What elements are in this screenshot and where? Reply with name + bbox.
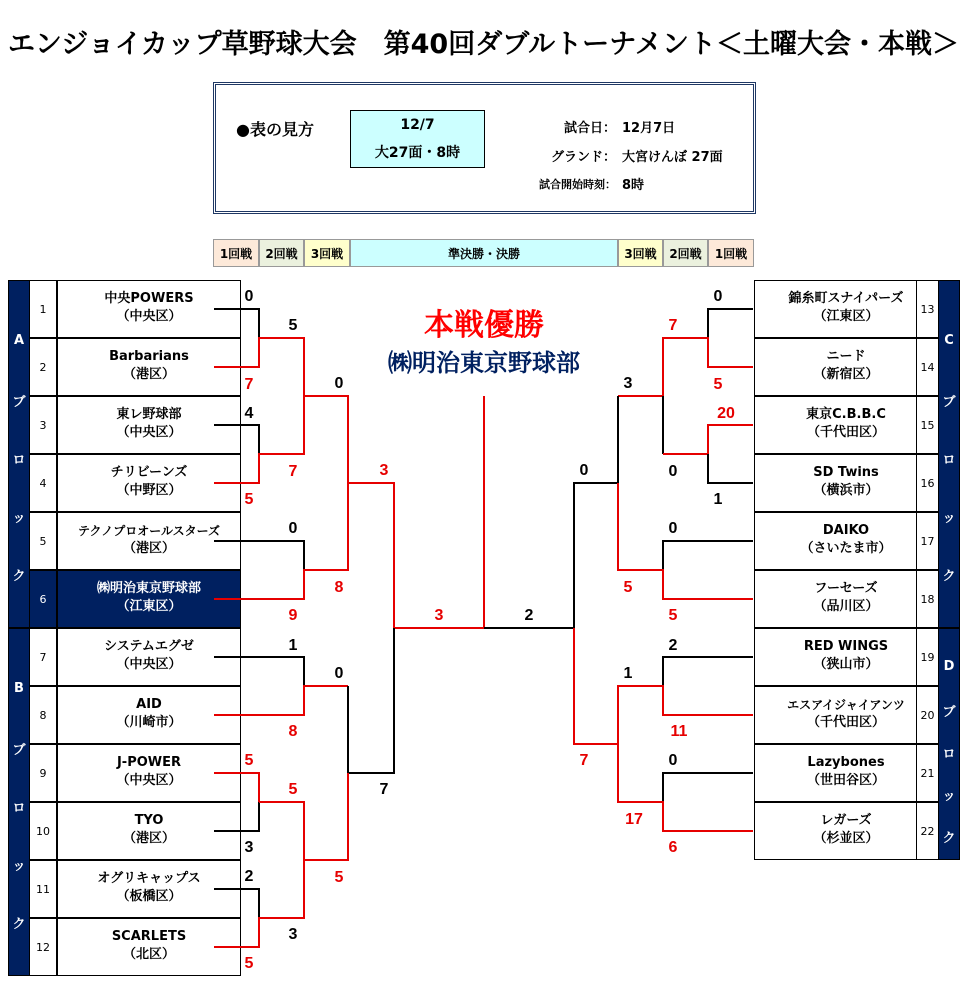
team-name: Barbarians	[109, 349, 189, 364]
block-a-char: ク	[12, 569, 26, 584]
team-number: 17	[916, 512, 939, 570]
team-name: TYO	[134, 813, 164, 828]
score: 4	[244, 405, 254, 422]
team-area: （品川区）	[813, 599, 879, 614]
round-header-2-right: 2回戦	[663, 239, 708, 267]
round-header-final: 準決勝・決勝	[350, 239, 618, 267]
bracket-line	[214, 889, 259, 918]
team-area: （中央区）	[116, 657, 182, 672]
score: 2	[524, 607, 534, 624]
team-number: 6	[29, 570, 57, 628]
team-area: （板橋区）	[116, 889, 182, 904]
score: 0	[668, 520, 678, 537]
team-area: （中央区）	[116, 773, 182, 788]
team-number: 19	[916, 628, 939, 686]
block-c-char: ッ	[942, 511, 956, 526]
round-header-3-left: 3回戦	[304, 239, 350, 267]
team-name: システムエグゼ	[104, 639, 194, 654]
team-name: 錦糸町スナイパーズ	[788, 291, 904, 306]
block-c-letter: C	[944, 333, 954, 348]
team-area: （世田谷区）	[806, 773, 885, 788]
bracket-line	[214, 802, 259, 831]
legend-date-label: 試合日：	[563, 121, 616, 136]
champion-label: 本戦優勝	[424, 308, 544, 343]
score: 1	[288, 637, 298, 654]
score: 5	[668, 607, 678, 624]
score: 17	[625, 811, 643, 828]
score: 0	[288, 520, 298, 537]
score: 9	[288, 607, 298, 624]
team-name: ㈱明治東京野球部	[96, 581, 201, 596]
score: 3	[623, 375, 633, 392]
team-name: RED WINGS	[803, 639, 889, 654]
score: 2	[668, 637, 678, 654]
score: 8	[288, 723, 298, 740]
team-number: 11	[29, 860, 57, 918]
bracket-line-winner	[618, 686, 753, 802]
round-header-3-right: 3回戦	[618, 239, 663, 267]
bracket-line	[214, 657, 304, 686]
block-a-char: ロ	[12, 453, 26, 468]
score: 7	[379, 781, 389, 798]
score: 5	[288, 781, 298, 798]
team-number: 21	[916, 744, 939, 802]
score: 3	[379, 462, 389, 479]
team-number: 4	[29, 454, 57, 512]
champion-team: ㈱明治東京野球部	[388, 349, 580, 377]
team-area: （港区）	[122, 367, 175, 382]
team-area: （北区）	[122, 947, 175, 962]
team-number: 22	[916, 802, 939, 860]
team-number: 18	[916, 570, 939, 628]
team-number: 5	[29, 512, 57, 570]
score: 3	[244, 839, 254, 856]
bracket-line-winner	[214, 483, 484, 628]
bracket-line-winner	[663, 425, 753, 454]
score: 5	[244, 752, 254, 769]
team-name: SCARLETS	[111, 929, 187, 944]
team-area: （中野区）	[116, 483, 182, 498]
team-number: 7	[29, 628, 57, 686]
team-area: （さいたま市）	[800, 541, 892, 556]
bracket-line	[214, 541, 304, 570]
bracket-line	[348, 628, 394, 773]
team-name: レガーズ	[820, 813, 872, 828]
bracket-line	[574, 396, 618, 628]
block-d-char: ク	[942, 831, 956, 846]
block-c-char: ブ	[942, 395, 956, 410]
team-area: （港区）	[122, 541, 175, 556]
score: 0	[668, 463, 678, 480]
legend-time-label: 試合開始時刻：	[539, 178, 616, 191]
block-d-char: ッ	[942, 789, 956, 804]
block-a-char: ッ	[12, 511, 26, 526]
bracket-line	[708, 309, 753, 338]
team-area: （川崎市）	[116, 715, 182, 730]
round-header-2-left: 2回戦	[259, 239, 304, 267]
score: 5	[244, 955, 254, 972]
block-b-char: ク	[12, 917, 26, 932]
team-area: （中央区）	[116, 309, 182, 324]
team-area: （港区）	[122, 831, 175, 846]
team-number: 9	[29, 744, 57, 802]
score: 1	[623, 665, 633, 682]
score: 5	[623, 579, 633, 596]
team-area: （横浜市）	[813, 483, 879, 498]
legend-sample-venue: 大27面・8時	[374, 145, 461, 161]
team-name: ニード	[826, 349, 866, 364]
score: 0	[713, 288, 723, 305]
team-number: 10	[29, 802, 57, 860]
legend-heading: ●表の見方	[236, 120, 314, 139]
score: 3	[434, 607, 444, 624]
score: 3	[288, 926, 298, 943]
legend-sample-date: 12/7	[400, 117, 435, 133]
bracket-line	[663, 773, 753, 802]
bracket-line-winner	[214, 338, 304, 396]
block-c-char: ロ	[942, 453, 956, 468]
team-area: （中央区）	[116, 425, 182, 440]
block-d-char: ブ	[942, 705, 956, 720]
team-number: 12	[29, 918, 57, 976]
round-header-1-left: 1回戦	[213, 239, 259, 267]
team-area: （新宿区）	[813, 367, 879, 382]
legend-ground-label: グランド：	[550, 150, 616, 165]
team-number: 3	[29, 396, 57, 454]
score: 7	[288, 463, 298, 480]
team-name: 東レ野球部	[116, 407, 182, 422]
bracket-line	[663, 657, 753, 686]
team-number: 1	[29, 280, 57, 338]
legend-ground-value: 大宮けんぼ 27面	[622, 150, 723, 165]
bracket-line-winner	[259, 773, 348, 860]
team-area: （千代田区）	[806, 425, 885, 440]
score: 0	[334, 375, 344, 392]
block-a-letter: A	[13, 333, 25, 348]
score: 6	[668, 839, 678, 856]
team-number: 14	[916, 338, 939, 396]
team-name: Lazybones	[807, 755, 885, 770]
team-number: 2	[29, 338, 57, 396]
block-d-letter: D	[943, 659, 955, 674]
team-name: J-POWER	[116, 755, 182, 770]
team-name: エスアイジャイアンツ	[787, 698, 905, 712]
score: 7	[244, 376, 254, 393]
team-area: （江東区）	[116, 599, 182, 614]
team-name: DAIKO	[822, 523, 870, 538]
bracket-line	[214, 425, 259, 454]
score: 7	[668, 317, 678, 334]
page-title: エンジョイカップ草野球大会 第40回ダブルトーナメント＜土曜大会・本戦＞	[7, 29, 960, 60]
team-name: AID	[136, 697, 162, 712]
block-b-char: ッ	[12, 859, 26, 874]
score: 0	[334, 665, 344, 682]
team-area: （江東区）	[813, 309, 879, 324]
score: 11	[670, 723, 688, 740]
team-name: 東京C.B.B.C	[806, 407, 886, 422]
team-area: （狭山市）	[813, 657, 879, 672]
score: 5	[334, 869, 344, 886]
bracket-line	[663, 541, 753, 570]
team-number: 8	[29, 686, 57, 744]
legend-time-value: 8時	[622, 178, 645, 193]
score: 7	[579, 752, 589, 769]
bracket-line	[214, 309, 259, 338]
team-number: 15	[916, 396, 939, 454]
bracket-line-winner	[214, 686, 348, 715]
team-name: オグリキャップス	[97, 871, 201, 886]
team-area: （杉並区）	[813, 831, 879, 846]
score: 2	[244, 868, 254, 885]
team-name: フーセーズ	[814, 581, 878, 596]
round-header-1-right: 1回戦	[708, 239, 754, 267]
team-name: テクノプロオールスターズ	[77, 524, 221, 538]
score: 1	[713, 491, 723, 508]
block-b-char: ブ	[12, 743, 26, 758]
score: 0	[244, 288, 254, 305]
team-name: SD Twins	[813, 465, 879, 480]
score: 20	[717, 405, 735, 422]
team-number: 20	[916, 686, 939, 744]
bracket-line	[708, 454, 753, 483]
score: 5	[288, 317, 298, 334]
team-name: チリビーンズ	[110, 465, 188, 480]
team-number: 13	[916, 280, 939, 338]
score: 0	[579, 462, 589, 479]
legend-date-value: 12月7日	[622, 121, 676, 136]
score: 0	[668, 752, 678, 769]
bracket-line-winner	[214, 396, 348, 483]
team-area: （千代田区）	[806, 715, 885, 730]
team-name: 中央POWERS	[104, 291, 194, 306]
team-number: 16	[916, 454, 939, 512]
block-a-char: ブ	[12, 395, 26, 410]
bracket-line-winner	[618, 338, 753, 396]
block-b-letter: B	[14, 681, 24, 696]
bracket-line-winner	[214, 773, 259, 802]
score: 8	[334, 579, 344, 596]
block-d-char: ロ	[942, 747, 956, 762]
score: 5	[713, 376, 723, 393]
block-c-char: ク	[942, 569, 956, 584]
score: 5	[244, 491, 254, 508]
block-b-char: ロ	[12, 801, 26, 816]
